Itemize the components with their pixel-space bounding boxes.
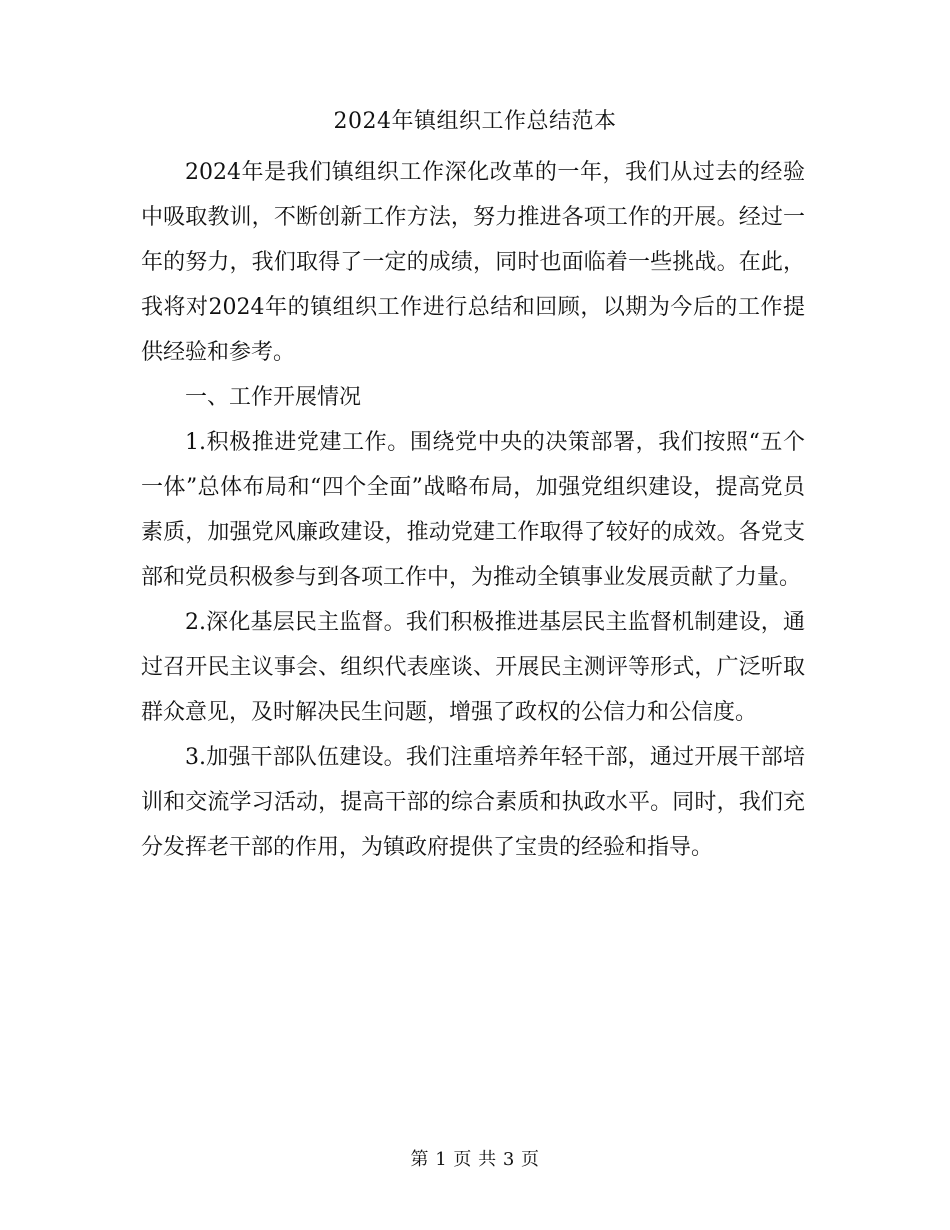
item-paragraph-2: 2.深化基层民主监督。我们积极推进基层民主监督机制建设，通过召开民主议事会、组织代表座谈、开展民主测评等形式，广泛听取群众意见，及时解决民生问题，增强了政权的公信力和公信度。 [141,610,805,725]
page-number-footer: 第 1 页 共 3 页 [410,1149,540,1170]
item-paragraph-3: 3.加强干部队伍建设。我们注重培养年轻干部，通过开展干部培训和交流学习活动，提高干部的综合素质和执政水平。同时，我们充分发挥老干部的作用，为镇政府提供了宝贵的经验和指导。 [141,745,805,860]
document-title: 2024年镇组织工作总结范本 [333,109,617,134]
intro-paragraph: 2024年是我们镇组织工作深化改革的一年，我们从过去的经验中吸取教训，不断创新工作方法，努力推进各项工作的开展。经过一年的努力，我们取得了一定的成绩，同时也面临着一些挑战。在此，我将对2024年的镇组织工作进行总结和回顾，以期为今后的工作提供经验和参考。 [141,160,805,365]
document-body [141,150,805,870]
item-paragraph-1: 1.积极推进党建工作。围绕党中央的决策部署，我们按照“五个一体”总体布局和“四个全面”战略布局，加强党组织建设，提高党员素质，加强党风廉政建设，推动党建工作取得了较好的成效。各党支部和党员积极参与到各项工作中，为推动全镇事业发展贡献了力量。 [141,430,805,590]
section-heading: 一、工作开展情况 [185,385,362,410]
